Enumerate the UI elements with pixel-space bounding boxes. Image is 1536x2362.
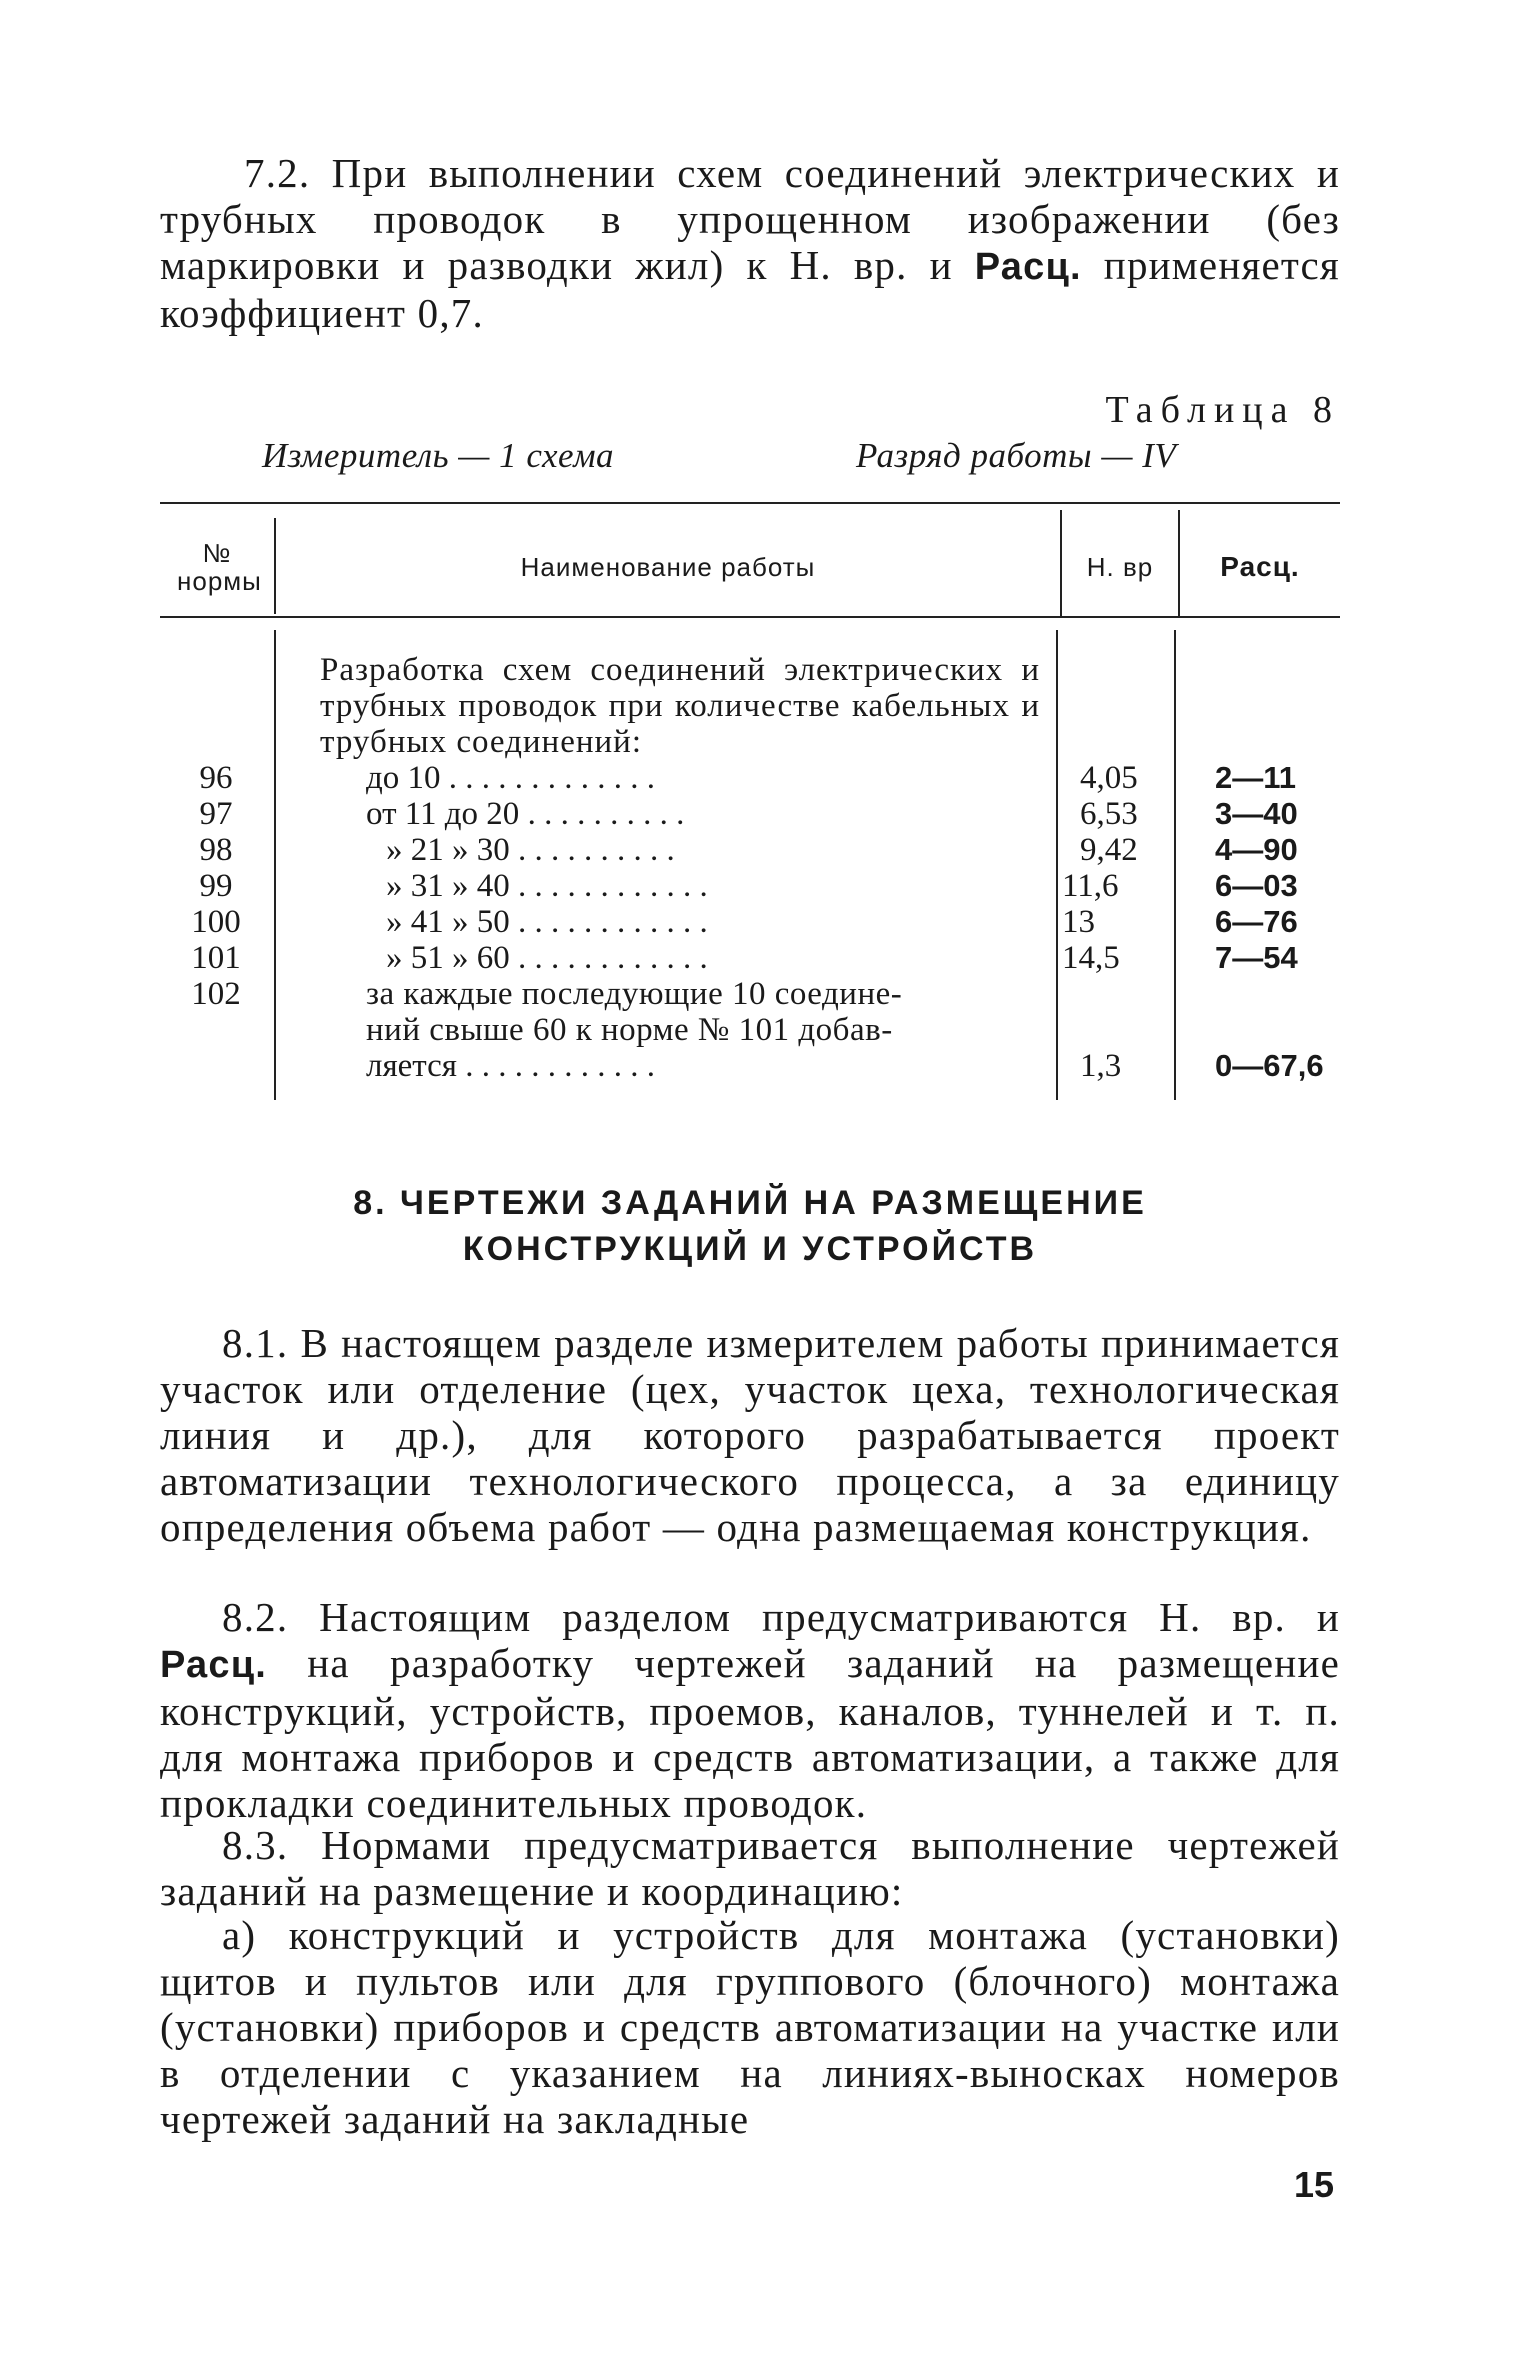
row-label: » 51 » 60 . . . . . . . . . . . . bbox=[386, 940, 708, 976]
norm-number: 101 bbox=[191, 940, 241, 976]
paragraph-text: При выполнении схем соединений электрических и трубных проводок в упрощенном изображении (без маркировки и разводки жил) к Н. вр. и bbox=[160, 150, 1340, 288]
bold-term: Расц. bbox=[974, 246, 1082, 288]
row-label: » 31 » 40 . . . . . . . . . . . . bbox=[386, 868, 708, 904]
paragraph-text: Нормами предусматривается выполнение чертежей заданий на размещение и координацию: bbox=[160, 1822, 1340, 1914]
time-value: 13 bbox=[1062, 904, 1095, 940]
work-description: Разработка схем соединений электрических и трубных проводок при количестве кабельных и трубных соединений: bbox=[320, 652, 1040, 760]
paragraph-number: 7.2. bbox=[244, 150, 311, 196]
section-title-line: КОНСТРУКЦИЙ И УСТРОЙСТВ bbox=[462, 1230, 1038, 1268]
row-label: до 10 . . . . . . . . . . . . . bbox=[366, 760, 656, 796]
paragraph-8-1 bbox=[160, 1320, 1340, 1550]
norm-number: 98 bbox=[199, 832, 233, 868]
paragraph-text: применяется коэффициент 0,7. bbox=[160, 242, 1340, 336]
section-title-line: 8. ЧЕРТЕЖИ ЗАДАНИЙ НА РАЗМЕЩЕНИЕ bbox=[353, 1184, 1147, 1222]
paragraph-text: Настоящим разделом предусматриваются Н. вр. и bbox=[288, 1594, 1340, 1640]
row-label: » 41 » 50 . . . . . . . . . . . . bbox=[386, 904, 708, 940]
table-header-rule bbox=[160, 616, 1340, 618]
rate-value: 6—03 bbox=[1215, 868, 1298, 903]
paragraph-8-3 bbox=[160, 1822, 1340, 1914]
bold-term: Расц. bbox=[160, 1644, 268, 1686]
rate-value: 2—11 bbox=[1215, 760, 1297, 795]
column-divider bbox=[274, 630, 276, 1100]
norms-table bbox=[160, 500, 1340, 1110]
column-divider bbox=[1056, 630, 1058, 1100]
row-label-line: ляется . . . . . . . . . . . . bbox=[366, 1048, 655, 1084]
table-top-rule bbox=[160, 502, 1340, 504]
time-value: 6,53 bbox=[1080, 796, 1138, 832]
time-value: 9,42 bbox=[1080, 832, 1138, 868]
paragraph-number: 8.1. bbox=[222, 1320, 289, 1366]
section-title bbox=[160, 1180, 1340, 1272]
table-meter: Измеритель — 1 схема bbox=[262, 436, 615, 475]
paragraph-a: а) конструкций и устройств для монтажа (установки) щитов и пультов или для группового (блочного) монтажа (установки) приборов и средств автоматизации на участке или в отделении с указанием на линиях-выносках номеров чертежей заданий на закладные bbox=[160, 1912, 1340, 2142]
table-grade: Разряд работы — IV bbox=[856, 436, 1177, 475]
norm-number: 102 bbox=[191, 976, 241, 1012]
norm-number: 97 bbox=[199, 796, 233, 832]
paragraph-8-2 bbox=[160, 1594, 1340, 1826]
time-value: 11,6 bbox=[1062, 868, 1119, 904]
rate-value: 3—40 bbox=[1215, 796, 1298, 831]
rate-value: 0—67,6 bbox=[1215, 1048, 1324, 1083]
time-value: 14,5 bbox=[1062, 940, 1120, 976]
table-caption: Таблица 8 bbox=[1105, 389, 1340, 431]
time-value: 1,3 bbox=[1080, 1048, 1122, 1084]
header-rate: Расц. bbox=[1220, 551, 1300, 582]
paragraph-text: на разработку чертежей заданий на размещение конструкций, устройств, проемов, каналов, туннелей и т. п. для монтажа приборов и средств автоматизации, а также для прокладки соединительных проводок. bbox=[160, 1640, 1340, 1826]
time-value: 4,05 bbox=[1080, 760, 1138, 796]
column-divider bbox=[1174, 630, 1176, 1100]
page-number: 15 bbox=[1293, 2164, 1334, 2205]
header-name: Наименование работы bbox=[520, 552, 816, 582]
paragraph-7-2 bbox=[160, 150, 1340, 336]
row-label: » 21 » 30 . . . . . . . . . . bbox=[386, 832, 675, 868]
header-norm: № нормы bbox=[177, 538, 262, 596]
paragraph-text: В настоящем разделе измерителем работы принимается участок или отделение (цех, участок цеха, технологическая линия и др.), для которого разрабатывается проект автоматизации технологического процесса, а за единицу определения объема работ — одна размещаемая конструкция. bbox=[160, 1320, 1340, 1550]
rate-value: 6—76 bbox=[1215, 904, 1298, 939]
paragraph-number: 8.2. bbox=[222, 1594, 289, 1640]
header-time: Н. вр bbox=[1086, 552, 1154, 582]
paragraph-number: 8.3. bbox=[222, 1822, 289, 1868]
norm-number: 99 bbox=[199, 868, 233, 904]
norm-number: 100 bbox=[191, 904, 241, 940]
row-label: от 11 до 20 . . . . . . . . . . bbox=[366, 796, 685, 832]
norm-number: 96 bbox=[199, 760, 233, 796]
row-label-line: за каждые последующие 10 соедине- bbox=[366, 976, 903, 1012]
rate-value: 7—54 bbox=[1215, 940, 1298, 975]
row-label-line: ний свыше 60 к норме № 101 добав- bbox=[366, 1012, 893, 1048]
rate-value: 4—90 bbox=[1215, 832, 1298, 867]
